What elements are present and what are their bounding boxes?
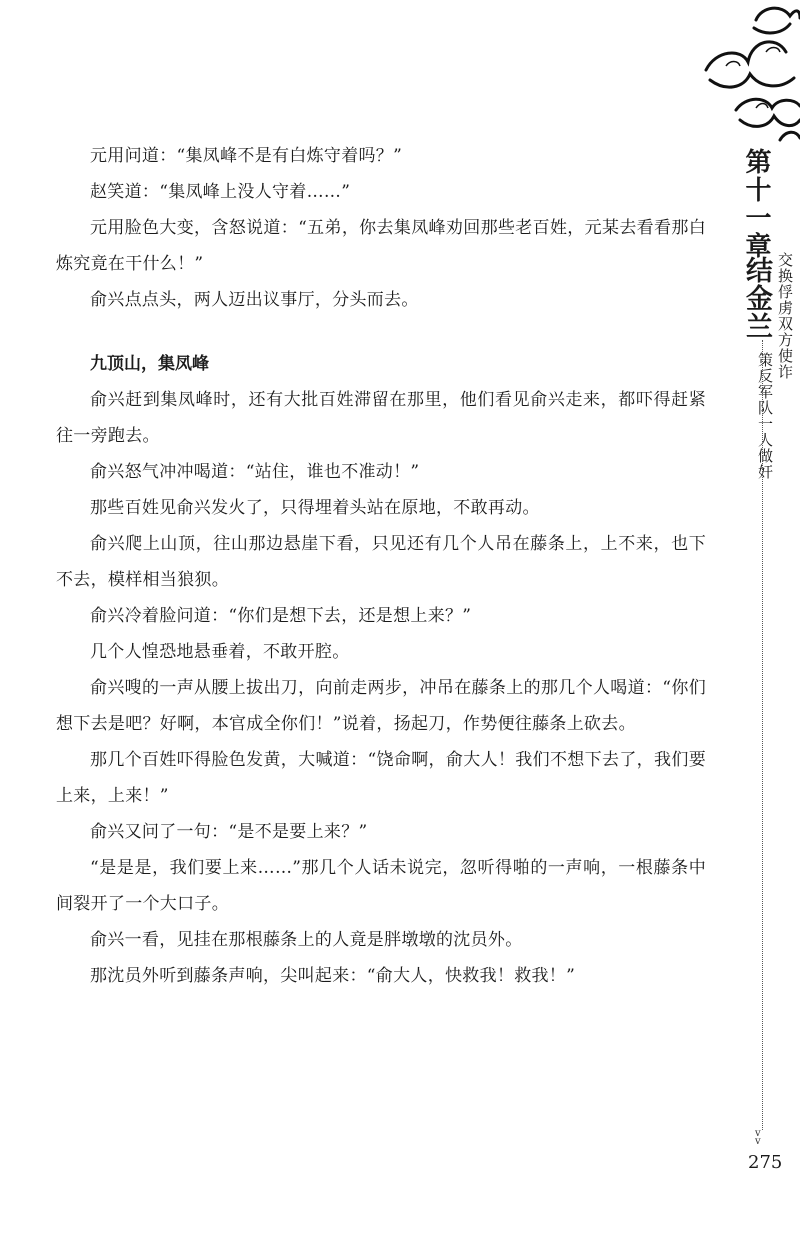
paragraph: 俞兴冷着脸问道：“你们是想下去，还是想上来？” bbox=[90, 606, 472, 626]
paragraph: 赵笑道：“集凤峰上没人守着……” bbox=[90, 182, 351, 202]
chapter-title: 结金兰 bbox=[741, 256, 772, 340]
paragraph: 俞兴爬上山顶，往山那边悬崖下看，只见还有几个人吊在藤条上，上不来，也下不去，模样相当狼狈。 bbox=[56, 534, 706, 590]
chapter-subtitle-line2: 策反军队一人做奸 bbox=[756, 352, 774, 480]
paragraph: 俞兴赶到集凤峰时，还有大批百姓滞留在那里，他们看见俞兴走来，都吓得赶紧往一旁跑去。 bbox=[56, 390, 706, 446]
paragraph: 那些百姓见俞兴发火了，只得埋着头站在原地，不敢再动。 bbox=[90, 498, 540, 518]
paragraph: 俞兴点点头，两人迈出议事厅，分头而去。 bbox=[90, 290, 419, 310]
paragraph: 俞兴又问了一句：“是不是要上来？” bbox=[90, 822, 368, 842]
paragraph: 元用脸色大变，含怒说道：“五弟，你去集凤峰劝回那些老百姓，元某去看看那白炼究竟在干什么！” bbox=[56, 218, 706, 274]
sidebar-divider bbox=[762, 340, 763, 1130]
paragraph: 元用问道：“集凤峰不是有白炼守着吗？” bbox=[90, 146, 403, 166]
chapter-number: 第十一章 bbox=[741, 148, 771, 260]
paragraph: 那沈员外听到藤条声响，尖叫起来：“俞大人，快救我！救我！” bbox=[90, 966, 576, 986]
paragraph: 俞兴怒气冲冲喝道：“站住，谁也不准动！” bbox=[90, 462, 420, 482]
paragraph: 俞兴一看，见挂在那根藤条上的人竟是胖墩墩的沈员外。 bbox=[90, 930, 523, 950]
main-text bbox=[56, 138, 706, 994]
paragraph: 俞兴嗖的一声从腰上拔出刀，向前走两步，冲吊在藤条上的那几个人喝道：“你们想下去是吧？好啊，本官成全你们！”说着，扬起刀，作势便往藤条上砍去。 bbox=[56, 678, 706, 734]
chapter-subtitle-line1: 交换俘虏双方使诈 bbox=[776, 252, 794, 380]
paragraph: “是是是，我们要上来……”那几个人话未说完，忽听得啪的一声响，一根藤条中间裂开了一个大口子。 bbox=[56, 858, 706, 914]
section-heading: 九顶山，集凤峰 bbox=[90, 354, 209, 374]
paragraph: 几个人惶恐地悬垂着，不敢开腔。 bbox=[90, 642, 350, 662]
paragraph: 那几个百姓吓得脸色发黄，大喊道：“饶命啊，俞大人！我们不想下去了，我们要上来，上来！” bbox=[56, 750, 706, 806]
chevron-down-icon: v v bbox=[755, 1128, 761, 1147]
page-number: 275 bbox=[748, 1152, 783, 1173]
